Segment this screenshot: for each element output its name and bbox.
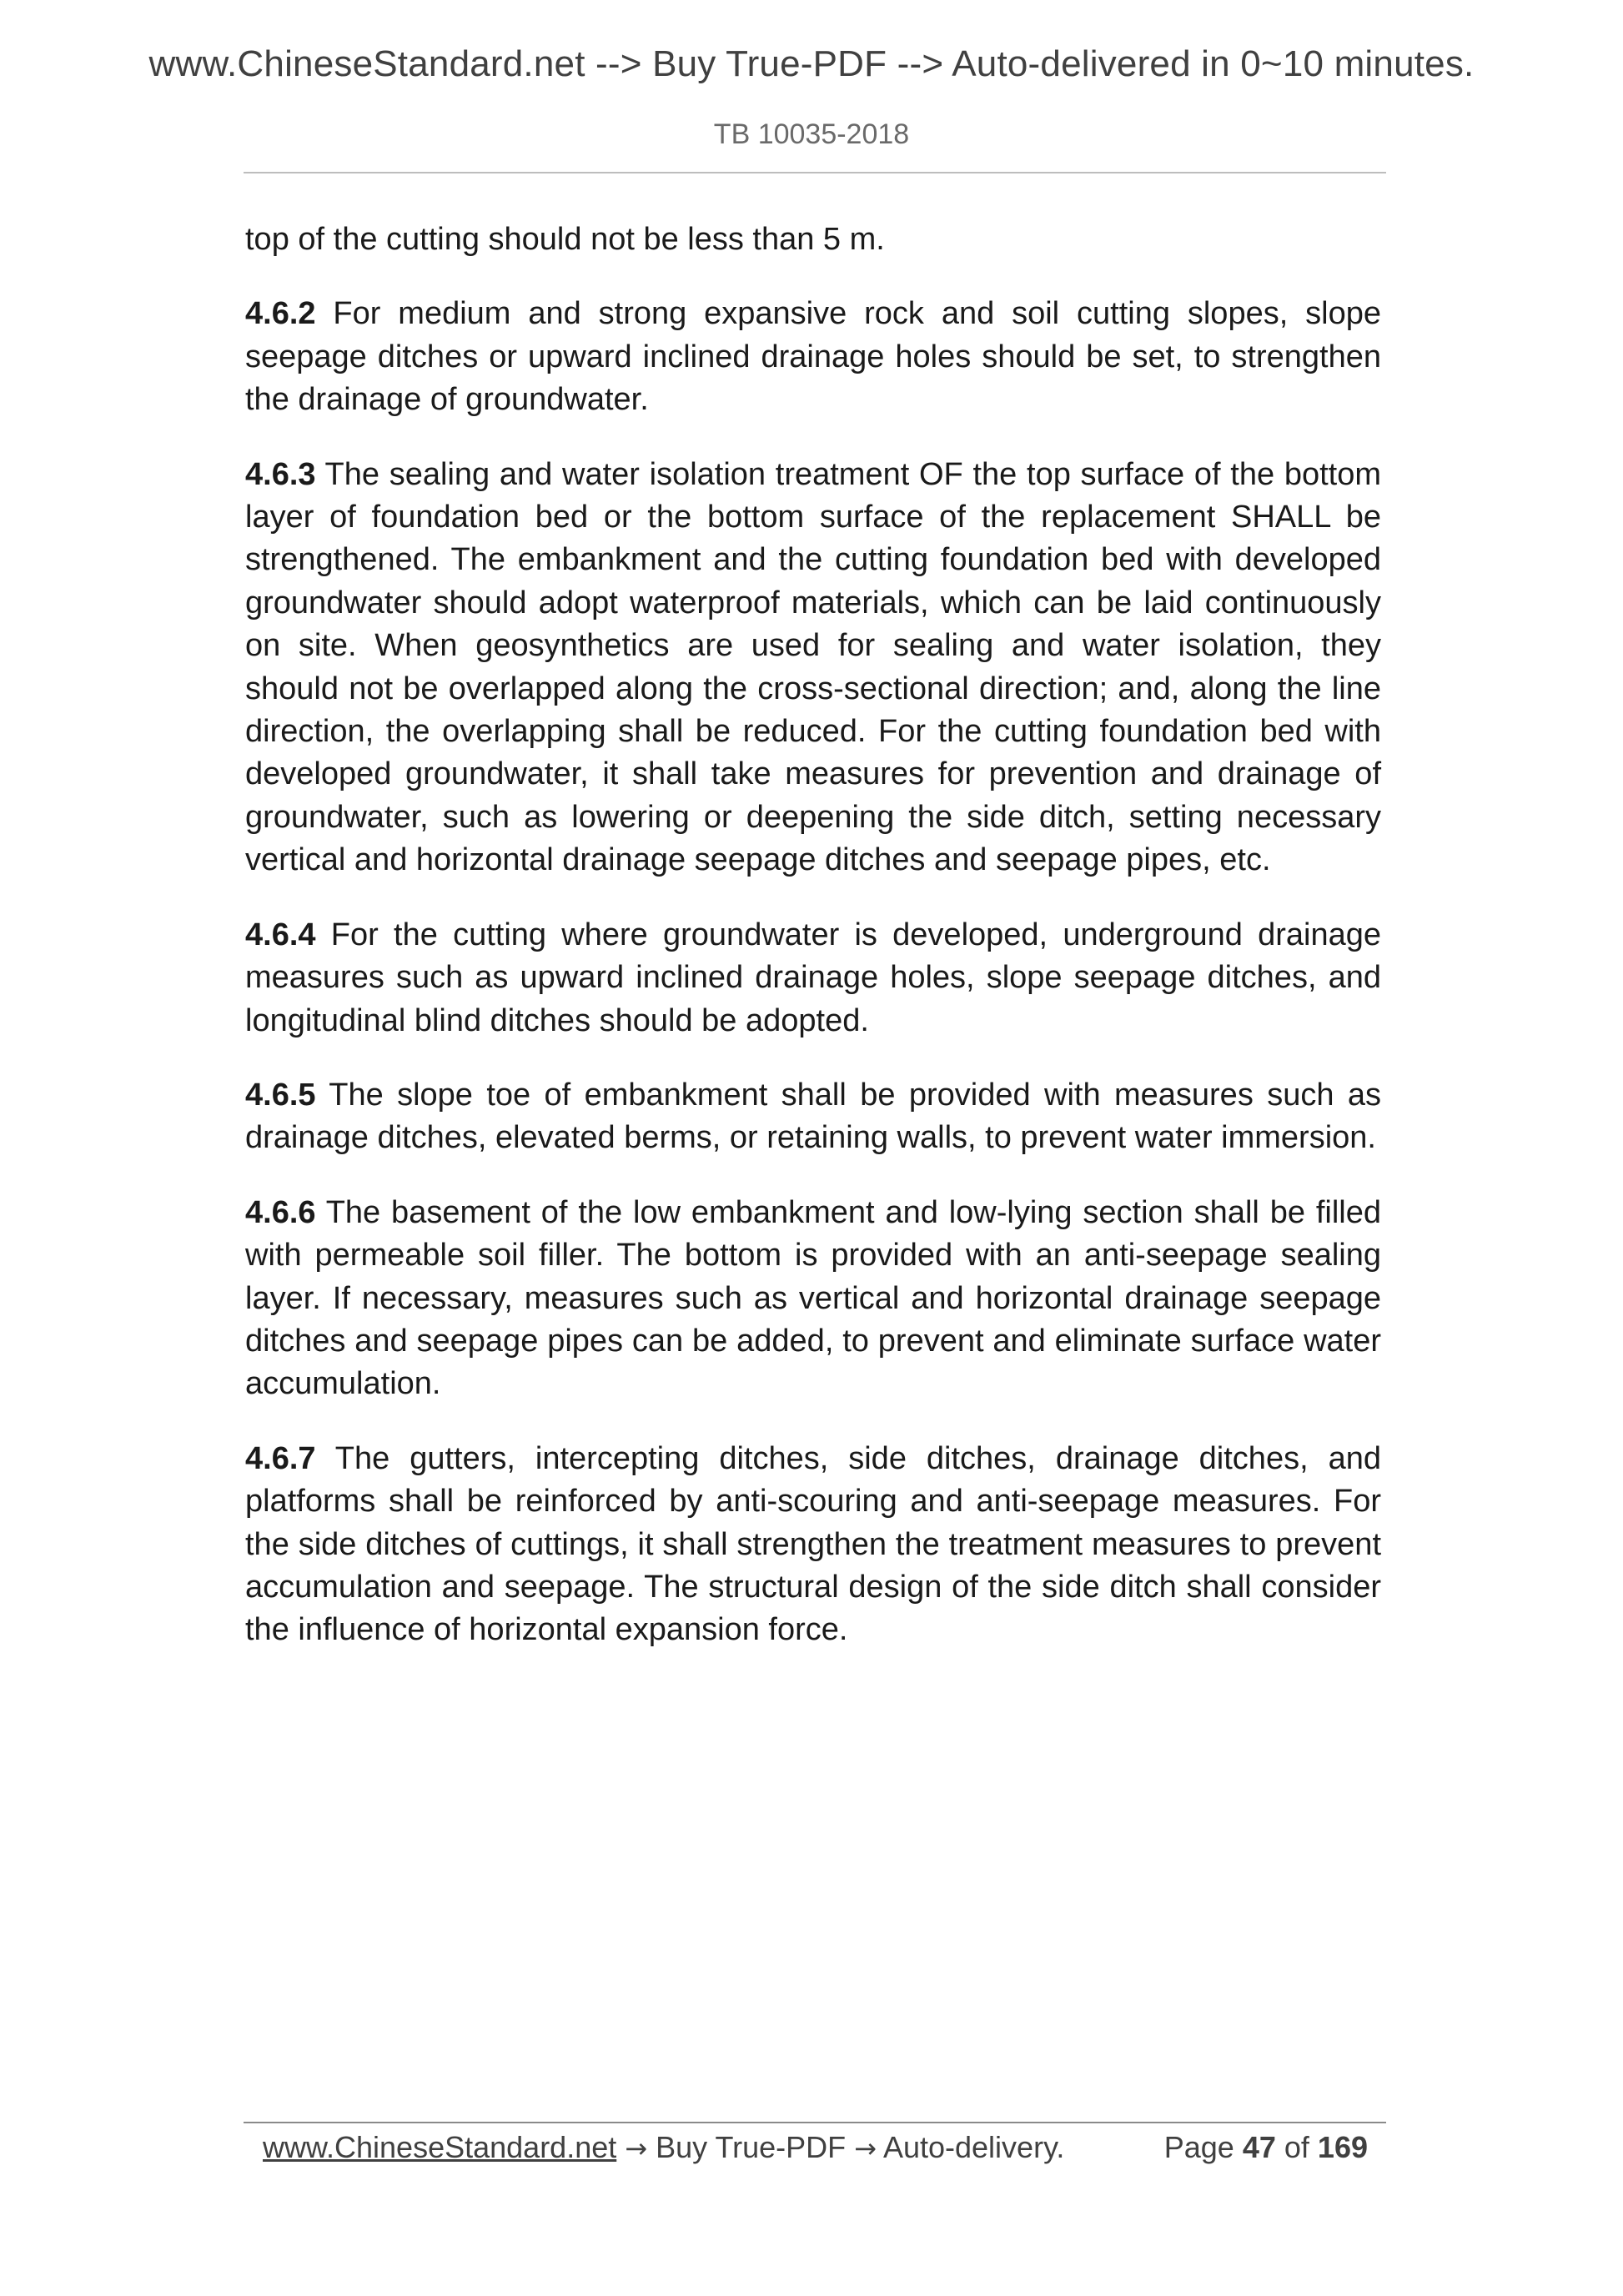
clause-4-6-3 [245, 454, 1381, 882]
clause-number: 4.6.4 [245, 917, 316, 952]
of-label: of [1284, 2130, 1309, 2164]
arrow-right-icon: → [854, 2133, 877, 2164]
clause-text: For medium and strong expansive rock and soil cutting slopes, slope seepage ditches or upward inclined drainage holes should be set, to strengthen the drainage of groundwater. [245, 296, 1381, 418]
current-page-number: 47 [1242, 2130, 1276, 2164]
continuation-text: top of the cutting should not be less than 5 m. [245, 222, 885, 257]
total-page-count: 169 [1317, 2130, 1368, 2164]
clause-number: 4.6.2 [245, 296, 316, 332]
footer-divider [244, 2122, 1386, 2123]
clause-number: 4.6.5 [245, 1077, 316, 1113]
clause-text: The gutters, intercepting ditches, side ditches, drainage ditches, and platforms shall be reinforced by anti-scouring and anti-seepage measures. For the side ditches of cuttings, it shall strengthen the treatment measures to prevent accumulation and seepage. The structural design of the side ditch shall consider the influence of horizontal expansion force. [245, 1440, 1381, 1648]
clause-4-6-2 [245, 293, 1381, 421]
footer-delivery-text: Auto-delivery. [876, 2130, 1065, 2164]
clause-4-6-6 [245, 1192, 1381, 1406]
footer-site-link[interactable]: www.ChineseStandard.net [263, 2130, 617, 2164]
continuation-paragraph [245, 219, 1381, 261]
top-banner: www.ChineseStandard.net --> Buy True-PDF --> Auto-delivered in 0~10 minutes. [148, 43, 1475, 84]
arrow-right-icon: → [625, 2133, 648, 2164]
clause-number: 4.6.3 [245, 456, 316, 492]
footer-buy-text: Buy True-PDF [647, 2130, 855, 2164]
clause-4-6-7 [245, 1438, 1381, 1652]
document-body [245, 219, 1381, 1684]
page-label: Page [1163, 2130, 1234, 2164]
clause-4-6-4 [245, 914, 1381, 1042]
footer-promo [263, 2127, 1064, 2169]
clause-text: The slope toe of embankment shall be provided with measures such as drainage ditches, elevated berms, or retaining walls, to prevent water immersion. [245, 1077, 1381, 1156]
clause-text: For the cutting where groundwater is developed, underground drainage measures such as upward inclined drainage holes, slope seepage ditches, and longitudinal blind ditches should be adopted. [245, 917, 1381, 1038]
clause-4-6-5 [245, 1074, 1381, 1160]
header-divider [244, 172, 1386, 173]
document-code: TB 10035-2018 [713, 118, 910, 150]
clause-number: 4.6.7 [245, 1440, 316, 1476]
clause-text: The sealing and water isolation treatment OF the top surface of the bottom layer of foundation bed or the bottom surface of the replacement SHALL be strengthened. The embankment and the cutting foundation bed with developed groundwater should adopt waterproof materials, which can be laid continuously on site. When geosynthetics are used for sealing and water isolation, they should not be overlapped along the cross-sectional direction; and, along the line direction, the overlapping shall be reduced. For the cutting foundation bed with developed groundwater, it shall take measures for prevention and drainage of groundwater, such as lowering or deepening the side ditch, setting necessary vertical and horizontal drainage seepage ditches and seepage pipes, etc. [245, 456, 1381, 878]
page-footer [263, 2127, 1376, 2168]
page-number-indicator [1164, 2127, 1368, 2168]
clause-number: 4.6.6 [245, 1194, 316, 1230]
clause-text: The basement of the low embankment and low-lying section shall be filled with permeable soil filler. The bottom is provided with an anti-seepage sealing layer. If necessary, measures such as vertical and horizontal drainage seepage ditches and seepage pipes can be added, to prevent and eliminate surface water accumulation. [245, 1194, 1381, 1402]
